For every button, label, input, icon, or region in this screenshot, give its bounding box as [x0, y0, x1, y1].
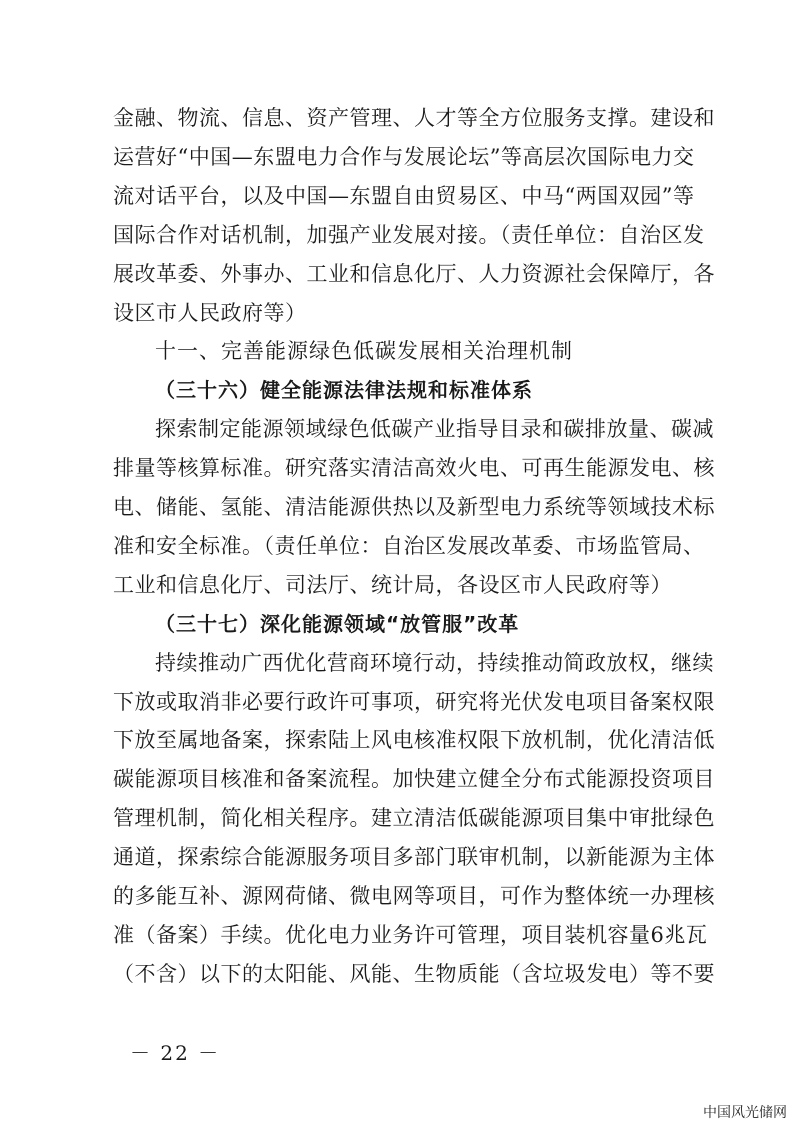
- text-line: （不含）以下的太阳能、风能、生物质能（含垃圾发电）等不要: [113, 961, 715, 986]
- subsection-heading-36: （三十六）健全能源法律法规和标准体系: [155, 378, 533, 403]
- text-line: 下放至属地备案，探索陆上风电核准权限下放机制，优化清洁低: [113, 728, 715, 753]
- text-line: 碳能源项目核准和备案流程。加快建立健全分布式能源投资项目: [113, 767, 715, 792]
- text-line: 通道，探索综合能源服务项目多部门联审机制，以新能源为主体: [113, 845, 715, 870]
- section-heading: 十一、完善能源绿色低碳发展相关治理机制: [155, 339, 573, 364]
- text-line: 工业和信息化厅、司法厅、统计局，各设区市人民政府等）: [113, 572, 672, 597]
- text-line: 下放或取消非必要行政许可事项，研究将光伏发电项目备案权限: [113, 689, 715, 714]
- subsection-heading-37: （三十七）深化能源领域“放管服”改革: [155, 611, 520, 636]
- text-line: 电、储能、氢能、清洁能源供热以及新型电力系统等领域技术标: [113, 495, 715, 519]
- text-line: 流对话平台，以及中国—东盟自由贸易区、中马“两国双园”等: [113, 183, 695, 208]
- text-line: 持续推动广西优化营商环境行动，持续推动简政放权，继续: [155, 650, 714, 675]
- text-line: 运营好“中国—东盟电力合作与发展论坛”等高层次国际电力交: [113, 144, 695, 169]
- text-line: 国际合作对话机制，加强产业发展对接。（责任单位：自治区发: [113, 222, 705, 247]
- page-number: － 22 －: [130, 1041, 221, 1065]
- site-watermark: 中国风光储网: [700, 1101, 790, 1123]
- text-line: 准和安全标准。（责任单位：自治区发展改革委、市场监管局、: [113, 533, 705, 558]
- text-line: 展改革委、外事办、工业和信息化厅、人力资源社会保障厅，各: [113, 261, 715, 286]
- text-line: 排量等核算标准。研究落实清洁高效火电、可再生能源发电、核: [113, 456, 715, 481]
- text-line: 设区市人民政府等）: [113, 300, 307, 325]
- text-line: 管理机制，简化相关程序。建立清洁低碳能源项目集中审批绿色: [113, 806, 715, 831]
- text-line: 的多能互补、源网荷储、微电网等项目，可作为整体统一办理核: [113, 884, 715, 908]
- text-line: 探索制定能源领域绿色低碳产业指导目录和碳排放量、碳减: [155, 417, 714, 442]
- text-line: 准（备案）手续。优化电力业务许可管理，项目装机容量6兆瓦: [113, 922, 708, 947]
- text-line: 金融、物流、信息、资产管理、人才等全方位服务支撑。建设和: [113, 106, 715, 130]
